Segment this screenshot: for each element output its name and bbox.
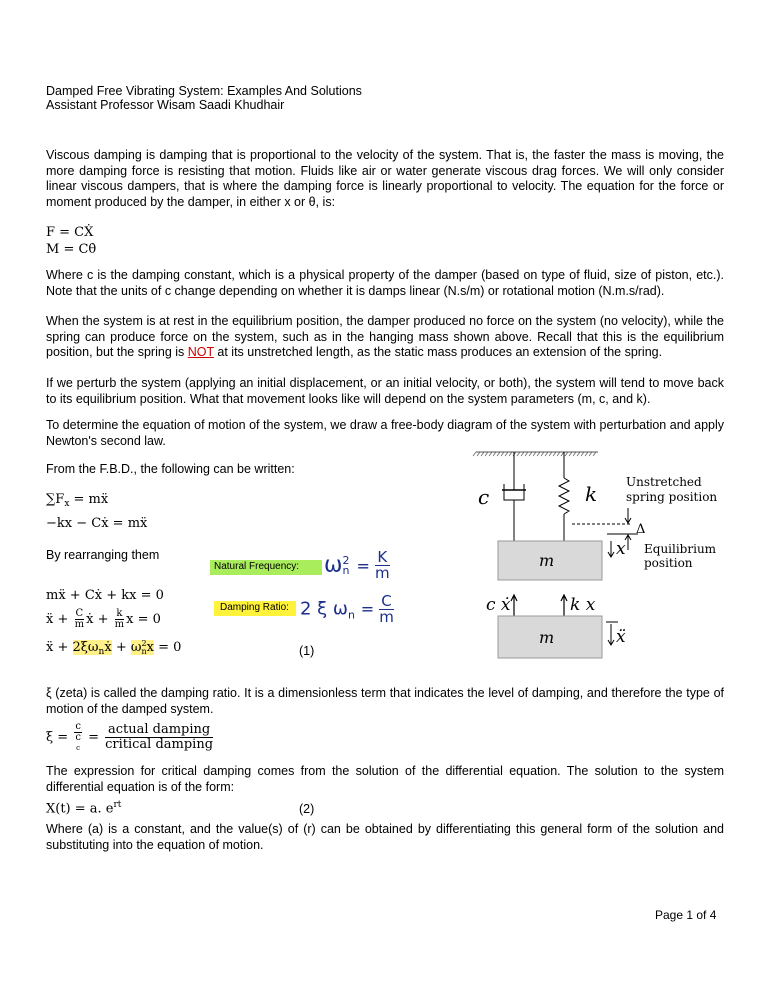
unstretched-label-1: Unstretched [626, 475, 702, 489]
delta-arrow-up [625, 535, 631, 550]
damper [502, 452, 526, 541]
intro-paragraph: Viscous damping is damping that is proportional to the velocity of the system. That is, the faster the mass is moving, the more damping force is resisting that motion. Fluids like air or water generate viscous drag forces. We will only consider linear viscous dampers, that is where the damping force is linearly proportional to velocity. The equation for the force or moment produced by the damper, in either x or θ, is: [46, 148, 724, 209]
damping-constant-paragraph: Where c is the damping constant, which is a physical property of the damper (based on type of fluid, size of piston, etc.). Note that the units of c change depending on whether it is damps linear (N.s/m) or rotational motion (N.m.s/rad). [46, 268, 724, 298]
damping-ratio-formula: 2 ξ $\omega_n$ = $\frac{C}{m}$ [300, 592, 394, 626]
equilibrium-label-2: position [644, 556, 693, 570]
spring-force-label: k x [570, 595, 596, 615]
damping-force-label: c ẋ [486, 595, 511, 615]
mass-label-1: m [539, 551, 555, 570]
moment-equation: M = Cθ̇ [46, 242, 97, 257]
unstretched-label-2: spring position [626, 490, 718, 504]
solution-equation: X(t) = a. $e^{rt}$ [46, 800, 122, 817]
x-displacement-arrow [608, 541, 614, 557]
motion-equations [46, 584, 181, 664]
critical-damping-paragraph: The expression for critical damping comes from the solution of the differential equation. The solution to the system differential equation is of the form: [46, 764, 724, 794]
spring-damper-diagram [468, 446, 728, 682]
motion-equation-a: mẍ + Cẋ + kx = 0 [46, 588, 164, 603]
spring [559, 452, 569, 541]
motion-equation-b: ẍ + $\frac{C}{m}$ ẋ + $\frac{k}{m}$ x = 0 [46, 608, 161, 630]
damping-force-arrow [511, 595, 517, 616]
natural-frequency-box [210, 548, 410, 582]
sum-forces-equation: $\sum F_x$ = mẍ [46, 492, 109, 509]
spring-label: k [585, 482, 598, 506]
fbd-paragraph: To determine the equation of motion of the system, we draw a free-body diagram of the system with perturbation and apply Newton's second law. [46, 418, 724, 448]
damping-ratio-box [214, 592, 414, 628]
zeta-paragraph: ξ (zeta) is called the damping ratio. It is a dimensionless term that indicates the level of damping, and therefore the type of motion of the damped system. [46, 686, 724, 716]
zeta-equation: ξ = c c c = $\frac{\text{actual damping}}{\text{critical damping}}$ [46, 721, 214, 752]
newton-second-law-equation: −kx − Cẋ = mẍ [46, 516, 148, 531]
acceleration-arrow [608, 624, 614, 645]
natural-frequency-formula: ω 2 n = $\frac{K}{m}$ [324, 548, 390, 582]
fbd-intro: From the F.B.D., the following can be written: [46, 462, 295, 476]
equation-1-label: (1) [299, 644, 315, 658]
delta-arrow-down [625, 508, 631, 523]
spring-force-arrow [561, 595, 567, 616]
equation-2-label: (2) [299, 802, 315, 816]
force-equation: F = CẊ [46, 225, 94, 240]
delta-label: Δ [636, 522, 646, 537]
rearrange-label: By rearranging them [46, 548, 160, 562]
perturb-paragraph: If we perturb the system (applying an initial displacement, or an initial velocity, or both), the system will tend to move back to its equilibrium position. What that movement looks like will depend on the system parameters (m, c, and k). [46, 376, 724, 406]
ceiling-hatch [473, 452, 598, 456]
page-number: Page 1 of 4 [655, 908, 717, 922]
equilibrium-paragraph: When the system is at rest in the equilibrium position, the damper produced no force on the system (no velocity), while the spring can produce force on the system, such as in the hanging mass shown above. Recall that this is the equilibrium position, but the spring is NOT at its unstretched length, as the static mass produces an extension of the spring. [46, 314, 724, 359]
damper-label: c [478, 485, 490, 509]
header [46, 84, 362, 112]
not-emphasis: NOT [187, 345, 214, 359]
damper-equations [46, 224, 96, 258]
newton-equations [46, 490, 147, 534]
natural-frequency-label: Natural Frequency: [214, 561, 300, 572]
mass-label-2: m [539, 628, 555, 647]
damping-ratio-label: Damping Ratio: [220, 602, 289, 613]
document-author: Assistant Professor Wisam Saadi Khudhair [46, 98, 285, 112]
acceleration-label: ẍ [616, 627, 626, 647]
motion-equation-c: ẍ + $2\xi\omega_nẋ + \omega$ 2 n x = 0 [46, 638, 182, 657]
final-paragraph: Where (a) is a constant, and the value(s) of (r) can be obtained by differentiating this general form of the solution and substituting into the equation of motion. [46, 822, 724, 852]
equilibrium-label-1: Equilibrium [644, 542, 717, 556]
document-title: Damped Free Vibrating System: Examples And Solutions [46, 84, 362, 98]
x-label: x [616, 539, 626, 559]
